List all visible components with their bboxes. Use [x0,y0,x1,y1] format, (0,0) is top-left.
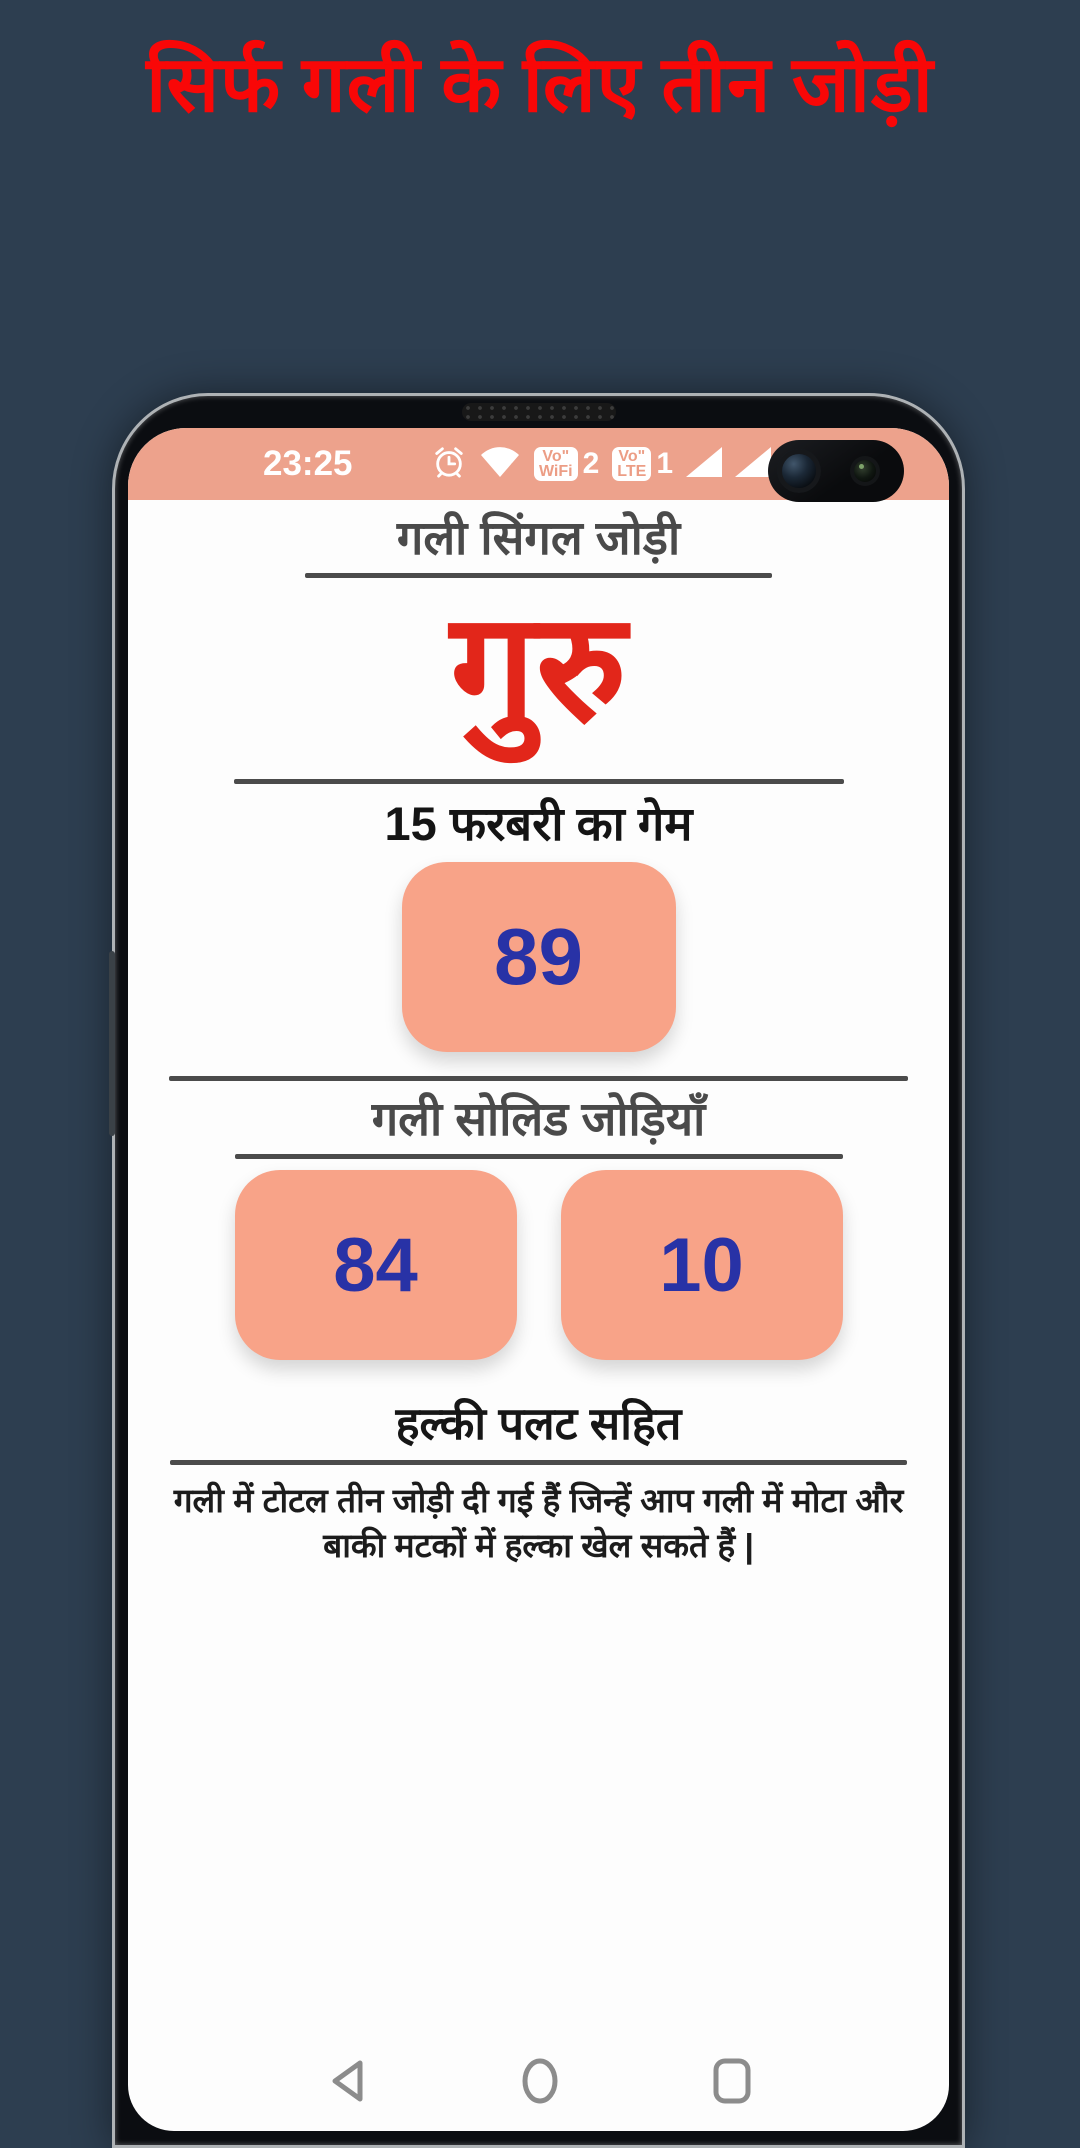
page-title: गली सिंगल जोड़ी [396,511,681,564]
vowifi-count: 2 [582,447,600,480]
solid-jodi-value: 84 [235,1170,517,1360]
back-button[interactable] [326,2058,368,2104]
speaker-grille [462,403,616,421]
status-time: 23:25 [263,444,353,483]
guru-logo: गुरु [450,585,627,754]
signal-triangle-icon [686,447,722,482]
note-text: गली में टोटल तीन जोड़ी दी गई हैं जिन्हें आप गली में मोटा और बाकी मटकों में हल्का खेल सकते हैं | [173,1483,904,1565]
banner-title: सिर्फ गली के लिए तीन जोड़ी [146,41,934,128]
wifi-icon [479,444,521,485]
solid-jodi-heading: गली सोलिड जोड़ियाँ [371,1091,706,1145]
recents-button[interactable] [712,2057,752,2105]
volume-button [109,951,115,1136]
volte-count: 1 [656,447,673,480]
status-icons [432,444,771,485]
divider [235,1154,843,1159]
palat-heading: हल्की पलट सहित [395,1398,682,1450]
game-date-heading: 15 फरबरी का गेम [384,797,693,851]
divider [169,1076,908,1081]
solid-jodi-value: 10 [561,1170,843,1360]
solid-jodi-row [128,1170,949,1360]
camera-lens-large [777,449,821,493]
volte-badge: Voʺ LTE [612,447,651,481]
app-content [128,509,949,1569]
home-button[interactable] [520,2056,560,2106]
vowifi-badge: Voʺ WiFi [534,447,578,481]
camera-cutout [768,440,904,502]
single-jodi-value: 89 [402,862,676,1052]
android-nav-bar [128,2039,949,2123]
divider [170,1460,907,1465]
alarm-icon [432,445,466,484]
phone-screen [128,428,949,2131]
divider [305,573,772,578]
signal-triangle-icon [735,447,771,482]
camera-lens-small [850,456,880,486]
phone-frame [112,393,965,2148]
divider [234,779,844,784]
